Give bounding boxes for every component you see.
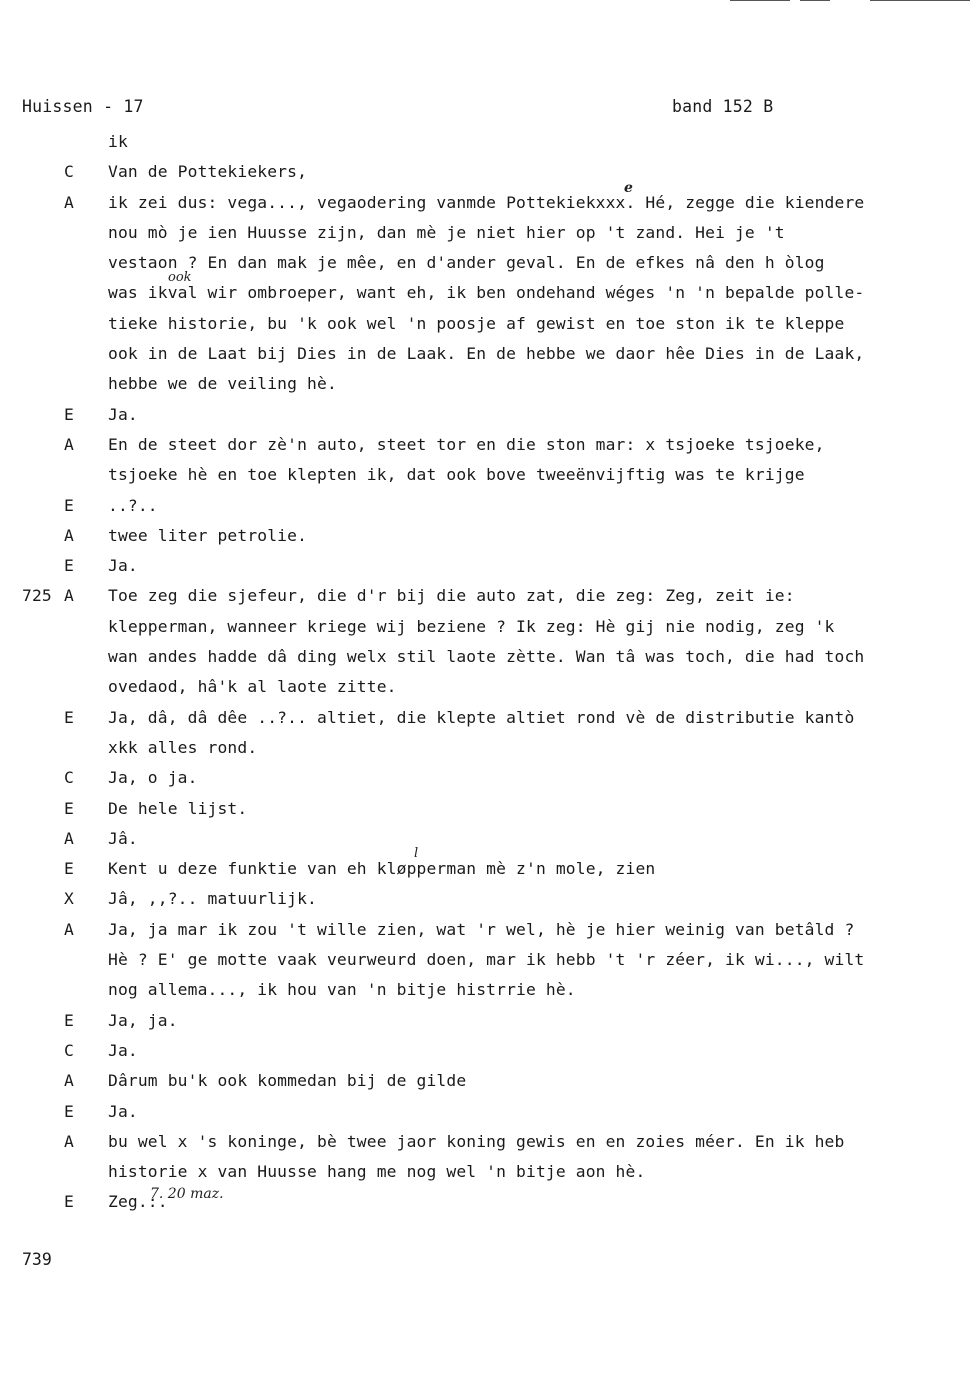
line-text: tieke historie, bu 'k ook wel 'n poosje af gewist en toe ston ik te kleppe — [108, 313, 845, 333]
line-text: vestaon ? En dan mak je mêe, en d'ander geval. En de efkes nâ den h òlog — [108, 253, 825, 273]
line-text: nog allema..., ik hou van 'n bitje histrrie hè. — [108, 980, 576, 1000]
transcript-line — [0, 642, 973, 672]
speaker-label: A — [64, 525, 74, 545]
line-text: Ja, o ja. — [108, 768, 198, 788]
transcript-line — [0, 369, 973, 399]
transcript-line — [0, 218, 973, 248]
line-text: ..?.. — [108, 495, 158, 515]
speaker-label: A — [64, 1071, 74, 1091]
line-text: ovedaod, hâ'k al laote zitte. — [108, 677, 397, 697]
transcript-line — [0, 1097, 973, 1127]
speaker-label: E — [64, 495, 74, 515]
transcript-line — [0, 824, 973, 854]
speaker-label: E — [64, 798, 74, 818]
header-location: Huissen - 17 — [22, 97, 144, 116]
speaker-label: C — [64, 1040, 74, 1060]
transcript-line — [0, 703, 973, 733]
transcript-line — [0, 400, 973, 430]
transcript-line — [0, 975, 973, 1005]
speaker-label: E — [64, 1192, 74, 1212]
transcript-line — [0, 1036, 973, 1066]
line-text: Jâ, ,,?.. matuurlijk. — [108, 889, 317, 909]
line-text: klepperman, wanneer kriege wij beziene ? Ik zeg: Hè gij nie nodig, zeg 'k — [108, 616, 835, 636]
speaker-label: C — [64, 768, 74, 788]
handwritten-ook-insert: ook — [168, 270, 192, 285]
speaker-label: A — [64, 434, 74, 454]
speaker-label: E — [64, 707, 74, 727]
line-text: historie x van Huusse hang me nog wel 'n bitje aon hè. — [108, 1162, 646, 1182]
line-text: tsjoeke hè en toe klepten ik, dat ook bove tweeënvijftig was te krijge — [108, 465, 805, 485]
top-edge-rule — [730, 0, 790, 1]
transcript-line — [0, 157, 973, 187]
speaker-label: A — [64, 586, 74, 606]
line-text: xkk alles rond. — [108, 737, 258, 757]
line-text: Ja. — [108, 1101, 138, 1121]
transcript-line — [0, 491, 973, 521]
line-text: Ja, ja. — [108, 1010, 178, 1030]
transcript-line — [0, 854, 973, 884]
transcript-line — [0, 339, 973, 369]
handwritten-date-note: 7. 20 maz. — [150, 1186, 224, 1202]
line-text: Zeg.:. — [108, 1192, 168, 1212]
speaker-label: X — [64, 889, 74, 909]
transcript-line — [0, 127, 973, 157]
speaker-label: C — [64, 162, 74, 182]
line-text: hebbe we de veiling hè. — [108, 374, 337, 394]
speaker-label: A — [64, 919, 74, 939]
line-text: Kent u deze funktie van eh kløpperman mè z'n mole, zien — [108, 859, 656, 879]
transcript-line — [0, 1187, 973, 1217]
line-text: wan andes hadde dâ ding welx stil laote zètte. Wan tâ was toch, die had toch — [108, 647, 865, 667]
speaker-label: A — [64, 192, 74, 212]
line-text: Hè ? E' ge motte vaak veurweurd doen, mar ik hebb 't 'r zéer, ik wi..., wilt — [108, 950, 865, 970]
transcript-line — [0, 884, 973, 914]
transcript-line — [0, 672, 973, 702]
transcript-line — [0, 309, 973, 339]
line-text: De hele lijst. — [108, 798, 248, 818]
line-text: ook in de Laat bij Dies in de Laak. En de hebbe we daor hêe Dies in de Laak, — [108, 344, 865, 364]
transcript-line — [0, 733, 973, 763]
transcript-line — [0, 1127, 973, 1157]
speaker-label: E — [64, 1010, 74, 1030]
transcript-line — [0, 1066, 973, 1096]
line-text: Ja. — [108, 404, 138, 424]
line-text: ik zei dus: vega..., vegaodering vanmde Pottekiekxxx. Hé, zegge die kiendere — [108, 192, 865, 212]
transcript-body — [0, 127, 973, 1218]
transcript-line — [0, 430, 973, 460]
transcript-line — [0, 915, 973, 945]
line-text: bu wel x 's koninge, bè twee jaor koning gewis en en zoies méer. En ik heb — [108, 1131, 845, 1151]
header-tape-number: band 152 B — [672, 97, 774, 116]
speaker-label: A — [64, 828, 74, 848]
speaker-label: E — [64, 556, 74, 576]
line-text: nou mò je ien Huusse zijn, dan mè je niet hier op 't zand. Hei je 't — [108, 222, 785, 242]
line-text: Dârum bu'k ook kommedan bij de gilde — [108, 1071, 467, 1091]
transcript-line — [0, 1006, 973, 1036]
speaker-label: E — [64, 859, 74, 879]
transcript-line — [0, 188, 973, 218]
handwritten-e-insert: e — [624, 180, 633, 196]
line-text: was ikval wir ombroeper, want eh, ik ben ondehand wéges 'n 'n bepalde polle- — [108, 283, 865, 303]
line-text: twee liter petrolie. — [108, 525, 308, 545]
line-text: Ja. — [108, 556, 138, 576]
transcript-line — [0, 248, 973, 278]
transcript-line — [0, 460, 973, 490]
transcript-line — [0, 521, 973, 551]
line-text: En de steet dor zè'n auto, steet tor en die ston mar: x tsjoeke tsjoeke, — [108, 434, 825, 454]
line-text: Ja, ja mar ik zou 't wille zien, wat 'r wel, hè je hier weinig van betâld ? — [108, 919, 855, 939]
transcript-line — [0, 278, 973, 308]
line-text: Ja, dâ, dâ dêe ..?.. altiet, die klepte altiet rond vè de distributie kantò — [108, 707, 855, 727]
transcript-line — [0, 945, 973, 975]
transcript-line — [0, 763, 973, 793]
top-edge-rule-3 — [870, 0, 970, 1]
transcript-line — [0, 612, 973, 642]
transcript-line — [0, 551, 973, 581]
line-text: Van de Pottekiekers, — [108, 162, 308, 182]
line-text: Jâ. — [108, 828, 138, 848]
speaker-label: E — [64, 404, 74, 424]
transcript-line — [0, 1157, 973, 1187]
speaker-label: E — [64, 1101, 74, 1121]
line-text: ik — [108, 132, 128, 151]
line-text: Toe zeg die sjefeur, die d'r bij die auto zat, die zeg: Zeg, zeit ie: — [108, 586, 795, 606]
speaker-label: A — [64, 1131, 74, 1151]
line-number: 725 — [22, 586, 52, 606]
transcript-line — [0, 581, 973, 611]
line-text: Ja. — [108, 1040, 138, 1060]
page-number: 739 — [22, 1250, 52, 1269]
top-edge-rule-2 — [800, 0, 830, 1]
handwritten-l-insert: l — [414, 846, 419, 861]
transcript-line — [0, 794, 973, 824]
